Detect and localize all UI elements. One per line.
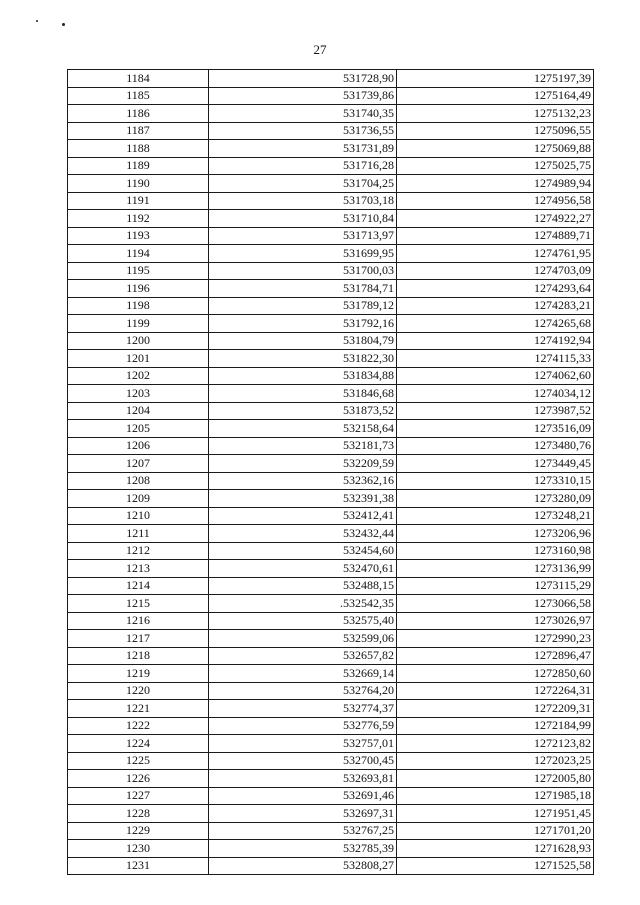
- x-coordinate-cell: 531846,68: [209, 385, 397, 403]
- y-coordinate-cell: 1272264,31: [397, 682, 594, 700]
- y-coordinate-cell: 1272023,25: [397, 752, 594, 770]
- y-coordinate-cell: 1272184,99: [397, 717, 594, 735]
- table-row: [68, 175, 594, 193]
- table-row: [68, 717, 594, 735]
- x-coordinate-cell: 531784,71: [209, 280, 397, 298]
- table-row: [68, 665, 594, 683]
- point-number-cell: 1221: [68, 700, 209, 718]
- point-number-cell: 1192: [68, 210, 209, 228]
- y-coordinate-cell: 1271951,45: [397, 805, 594, 823]
- x-coordinate-cell: 531699,95: [209, 245, 397, 263]
- table-row: [68, 437, 594, 455]
- point-number-cell: 1185: [68, 87, 209, 105]
- x-coordinate-cell: 532700,45: [209, 752, 397, 770]
- x-coordinate-cell: 531713,97: [209, 227, 397, 245]
- y-coordinate-cell: 1272850,60: [397, 665, 594, 683]
- y-coordinate-cell: 1274956,58: [397, 192, 594, 210]
- page-number: 27: [313, 42, 327, 57]
- x-coordinate-cell: 532776,59: [209, 717, 397, 735]
- y-coordinate-cell: 1273310,15: [397, 472, 594, 490]
- x-coordinate-cell: 532767,25: [209, 822, 397, 840]
- x-coordinate-cell: 532432,44: [209, 525, 397, 543]
- x-coordinate-cell: 531822,30: [209, 350, 397, 368]
- point-number-cell: 1193: [68, 227, 209, 245]
- y-coordinate-cell: 1272005,80: [397, 770, 594, 788]
- point-number-cell: 1225: [68, 752, 209, 770]
- coordinates-table: [67, 69, 594, 875]
- table-row: [68, 262, 594, 280]
- x-coordinate-cell: 531710,84: [209, 210, 397, 228]
- point-number-cell: 1209: [68, 490, 209, 508]
- y-coordinate-cell: 1274761,95: [397, 245, 594, 263]
- point-number-cell: 1195: [68, 262, 209, 280]
- y-coordinate-cell: 1273480,76: [397, 437, 594, 455]
- point-number-cell: 1216: [68, 612, 209, 630]
- y-coordinate-cell: 1273987,52: [397, 402, 594, 420]
- y-coordinate-cell: 1273248,21: [397, 507, 594, 525]
- x-coordinate-cell: 532808,27: [209, 857, 397, 875]
- point-number-cell: 1203: [68, 385, 209, 403]
- table-row: [68, 490, 594, 508]
- x-coordinate-cell: 532757,01: [209, 735, 397, 753]
- x-coordinate-cell: 531873,52: [209, 402, 397, 420]
- table-row: [68, 770, 594, 788]
- x-coordinate-cell: 532669,14: [209, 665, 397, 683]
- y-coordinate-cell: 1274889,71: [397, 227, 594, 245]
- table-row: [68, 367, 594, 385]
- y-coordinate-cell: 1274115,33: [397, 350, 594, 368]
- y-coordinate-cell: 1273206,96: [397, 525, 594, 543]
- point-number-cell: 1218: [68, 647, 209, 665]
- x-coordinate-cell: 532691,46: [209, 787, 397, 805]
- table-row: [68, 105, 594, 123]
- table-row: [68, 315, 594, 333]
- point-number-cell: 1186: [68, 105, 209, 123]
- x-coordinate-cell: 532391,38: [209, 490, 397, 508]
- point-number-cell: 1189: [68, 157, 209, 175]
- y-coordinate-cell: 1271701,20: [397, 822, 594, 840]
- x-coordinate-cell: 531700,03: [209, 262, 397, 280]
- table-row: [68, 822, 594, 840]
- point-number-cell: 1205: [68, 420, 209, 438]
- x-coordinate-cell: 532697,31: [209, 805, 397, 823]
- y-coordinate-cell: 1274034,12: [397, 385, 594, 403]
- point-number-cell: 1217: [68, 630, 209, 648]
- y-coordinate-cell: 1273516,09: [397, 420, 594, 438]
- table-row: [68, 840, 594, 858]
- table-row: [68, 297, 594, 315]
- x-coordinate-cell: 531789,12: [209, 297, 397, 315]
- x-coordinate-cell: 532488,15: [209, 577, 397, 595]
- point-number-cell: 1202: [68, 367, 209, 385]
- point-number-cell: 1229: [68, 822, 209, 840]
- x-coordinate-cell: 532412,41: [209, 507, 397, 525]
- table-row: [68, 87, 594, 105]
- point-number-cell: 1184: [68, 70, 209, 88]
- point-number-cell: 1190: [68, 175, 209, 193]
- point-number-cell: 1214: [68, 577, 209, 595]
- table-row: [68, 700, 594, 718]
- x-coordinate-cell: 531736,55: [209, 122, 397, 140]
- x-coordinate-cell: 531716,28: [209, 157, 397, 175]
- y-coordinate-cell: 1273280,09: [397, 490, 594, 508]
- table-row: [68, 332, 594, 350]
- y-coordinate-cell: 1271525,58: [397, 857, 594, 875]
- y-coordinate-cell: 1274922,27: [397, 210, 594, 228]
- y-coordinate-cell: 1274062,60: [397, 367, 594, 385]
- table-row: [68, 420, 594, 438]
- x-coordinate-cell: 532158,64: [209, 420, 397, 438]
- point-number-cell: 1230: [68, 840, 209, 858]
- point-number-cell: 1224: [68, 735, 209, 753]
- table-row: [68, 612, 594, 630]
- y-coordinate-cell: 1274293,64: [397, 280, 594, 298]
- x-coordinate-cell: 531703,18: [209, 192, 397, 210]
- y-coordinate-cell: 1274265,68: [397, 315, 594, 333]
- point-number-cell: 1211: [68, 525, 209, 543]
- x-coordinate-cell: 532764,20: [209, 682, 397, 700]
- table-row: [68, 192, 594, 210]
- table-row: [68, 787, 594, 805]
- point-number-cell: 1222: [68, 717, 209, 735]
- point-number-cell: 1187: [68, 122, 209, 140]
- x-coordinate-cell: 531740,35: [209, 105, 397, 123]
- point-number-cell: 1208: [68, 472, 209, 490]
- point-number-cell: 1228: [68, 805, 209, 823]
- y-coordinate-cell: 1272209,31: [397, 700, 594, 718]
- table-row: [68, 525, 594, 543]
- table-row: [68, 735, 594, 753]
- point-number-cell: 1210: [68, 507, 209, 525]
- x-coordinate-cell: 532575,40: [209, 612, 397, 630]
- y-coordinate-cell: 1273066,58: [397, 595, 594, 613]
- table-row: [68, 157, 594, 175]
- y-coordinate-cell: 1275096,55: [397, 122, 594, 140]
- y-coordinate-cell: 1274989,94: [397, 175, 594, 193]
- point-number-cell: 1194: [68, 245, 209, 263]
- table-row: [68, 542, 594, 560]
- scan-speck: [62, 23, 65, 26]
- point-number-cell: 1191: [68, 192, 209, 210]
- point-number-cell: 1220: [68, 682, 209, 700]
- x-coordinate-cell: 532470,61: [209, 560, 397, 578]
- x-coordinate-cell: 532785,39: [209, 840, 397, 858]
- table-row: [68, 805, 594, 823]
- point-number-cell: 1204: [68, 402, 209, 420]
- x-coordinate-cell: 531731,89: [209, 140, 397, 158]
- y-coordinate-cell: 1273115,29: [397, 577, 594, 595]
- x-coordinate-cell: 532209,59: [209, 455, 397, 473]
- x-coordinate-cell: 532774,37: [209, 700, 397, 718]
- y-coordinate-cell: 1274703,09: [397, 262, 594, 280]
- table-row: [68, 857, 594, 875]
- table-row: [68, 350, 594, 368]
- y-coordinate-cell: 1275069,88: [397, 140, 594, 158]
- y-coordinate-cell: 1272896,47: [397, 647, 594, 665]
- y-coordinate-cell: 1273136,99: [397, 560, 594, 578]
- y-coordinate-cell: 1272123,82: [397, 735, 594, 753]
- table-row: [68, 560, 594, 578]
- x-coordinate-cell: 531728,90: [209, 70, 397, 88]
- point-number-cell: 1188: [68, 140, 209, 158]
- y-coordinate-cell: 1275164,49: [397, 87, 594, 105]
- y-coordinate-cell: 1274192,94: [397, 332, 594, 350]
- table-row: [68, 752, 594, 770]
- table-row: [68, 455, 594, 473]
- x-coordinate-cell: 531704,25: [209, 175, 397, 193]
- point-number-cell: 1207: [68, 455, 209, 473]
- y-coordinate-cell: 1271628,93: [397, 840, 594, 858]
- point-number-cell: 1198: [68, 297, 209, 315]
- x-coordinate-cell: 532181,73: [209, 437, 397, 455]
- table-row: [68, 245, 594, 263]
- table-row: [68, 577, 594, 595]
- table-row: [68, 595, 594, 613]
- point-number-cell: 1227: [68, 787, 209, 805]
- table-row: [68, 630, 594, 648]
- point-number-cell: 1201: [68, 350, 209, 368]
- table-row: [68, 385, 594, 403]
- y-coordinate-cell: 1274283,21: [397, 297, 594, 315]
- point-number-cell: 1226: [68, 770, 209, 788]
- point-number-cell: 1200: [68, 332, 209, 350]
- point-number-cell: 1199: [68, 315, 209, 333]
- table-row: [68, 682, 594, 700]
- table-row: [68, 507, 594, 525]
- x-coordinate-cell: 532693,81: [209, 770, 397, 788]
- table-row: [68, 472, 594, 490]
- coordinates-table-body: [68, 70, 594, 875]
- table-row: [68, 70, 594, 88]
- y-coordinate-cell: 1275197,39: [397, 70, 594, 88]
- x-coordinate-cell: 532657,82: [209, 647, 397, 665]
- y-coordinate-cell: 1273449,45: [397, 455, 594, 473]
- x-coordinate-cell: 532362,16: [209, 472, 397, 490]
- y-coordinate-cell: 1275025,75: [397, 157, 594, 175]
- y-coordinate-cell: 1272990,23: [397, 630, 594, 648]
- point-number-cell: 1215: [68, 595, 209, 613]
- y-coordinate-cell: 1273160,98: [397, 542, 594, 560]
- point-number-cell: 1219: [68, 665, 209, 683]
- table-row: [68, 227, 594, 245]
- table-row: [68, 122, 594, 140]
- point-number-cell: 1196: [68, 280, 209, 298]
- y-coordinate-cell: 1275132,23: [397, 105, 594, 123]
- point-number-cell: 1206: [68, 437, 209, 455]
- table-row: [68, 280, 594, 298]
- table-row: [68, 210, 594, 228]
- x-coordinate-cell: 532599,06: [209, 630, 397, 648]
- point-number-cell: 1213: [68, 560, 209, 578]
- x-coordinate-cell: 531834,88: [209, 367, 397, 385]
- x-coordinate-cell: 531739,86: [209, 87, 397, 105]
- x-coordinate-cell: 531804,79: [209, 332, 397, 350]
- x-coordinate-cell: 532454,60: [209, 542, 397, 560]
- x-coordinate-cell: .532542,35: [209, 595, 397, 613]
- point-number-cell: 1231: [68, 857, 209, 875]
- table-row: [68, 647, 594, 665]
- y-coordinate-cell: 1273026,97: [397, 612, 594, 630]
- x-coordinate-cell: 531792,16: [209, 315, 397, 333]
- table-row: [68, 402, 594, 420]
- scan-speck: [36, 20, 38, 22]
- y-coordinate-cell: 1271985,18: [397, 787, 594, 805]
- point-number-cell: 1212: [68, 542, 209, 560]
- table-row: [68, 140, 594, 158]
